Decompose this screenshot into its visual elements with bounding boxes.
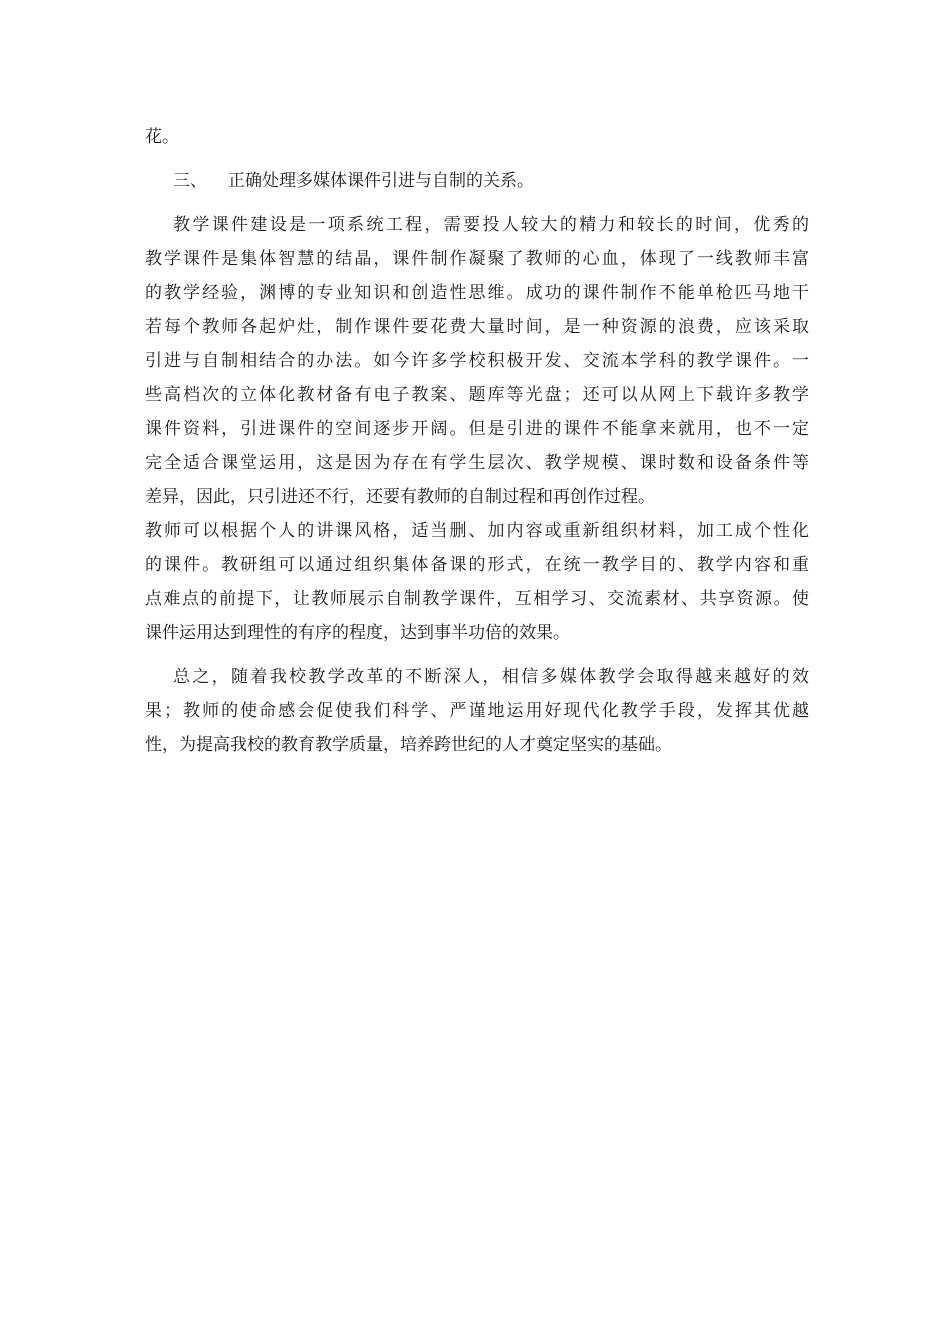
paragraph-line: 完全适合课堂运用，这是因为存在有学生层次、教学规模、课时数和设备条件等 [145,453,809,473]
paragraph-line: 课件资料，引进课件的空间逐步开阔。但是引进的课件不能拿来就用，也不一定 [145,419,809,439]
section-title: 正确处理多媒体课件引进与自制的关系。 [228,171,534,191]
paragraph-line: 差异，因此，只引进还不行，还要有教师的自制过程和再创作过程。 [145,487,655,507]
paragraph-line: 教学课件建设是一项系统工程，需要投人较大的精力和较长的时间，优秀的 [173,215,809,235]
paragraph-line: 总之，随着我校教学改革的不断深人，相信多媒体教学会取得越来越好的效 [173,667,809,687]
paragraph-line: 花。 [145,127,179,147]
paragraph-line: 课件运用达到理性的有序的程度，达到事半功倍的效果。 [145,623,570,643]
document-body [145,120,809,762]
paragraph-line: 若每个教师各起炉灶，制作课件要花费大量时间，是一种资源的浪费，应该采取 [145,317,809,337]
paragraph-line: 果；教师的使命感会促使我们科学、严谨地运用好现代化教学手段，发挥其优越 [145,701,809,721]
section-heading [145,164,809,198]
paragraph-line: 教学课件是集体智慧的结晶，课件制作凝聚了教师的心血，体现了一线教师丰富 [145,249,809,269]
paragraph-line: 性，为提高我校的教育教学质量，培养跨世纪的人才奠定坚实的基础。 [145,735,672,755]
paragraph-line: 点难点的前提下，让教师展示自制教学课件，互相学习、交流素材、共享资源。使 [145,589,809,609]
paragraph-line: 引进与自制相结合的办法。如今许多学校积极开发、交流本学科的教学课件。一 [145,351,809,371]
section-number: 三、 [173,171,207,191]
paragraph-line: 的课件。教研组可以通过组织集体备课的形式，在统一教学目的、教学内容和重 [145,555,809,575]
paragraph-line: 些高档次的立体化教材备有电子教案、题库等光盘；还可以从网上下载许多教学 [145,385,809,405]
paragraph-line: 教师可以根据个人的讲课风格，适当删、加内容或重新组织材料，加工成个性化 [145,521,809,541]
paragraph-line: 的教学经验，渊博的专业知识和创造性思维。成功的课件制作不能单枪匹马地干 [145,283,809,303]
